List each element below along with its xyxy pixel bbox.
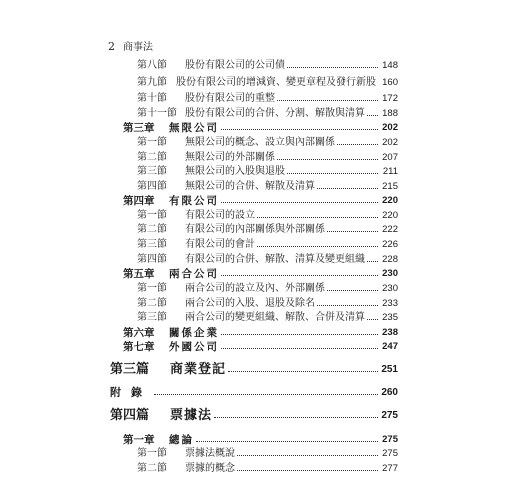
toc-entry-number: 第二節 bbox=[137, 152, 167, 163]
toc-entry-part bbox=[110, 364, 398, 376]
toc-entry-page: 260 bbox=[381, 387, 398, 398]
toc-entry-number: 第三節 bbox=[137, 239, 167, 250]
toc-entry-page: 172 bbox=[382, 93, 398, 104]
dot-leader bbox=[221, 334, 378, 335]
toc-entry-chapter bbox=[123, 341, 398, 353]
toc-entry-title: 有限公司的內部關係與外部關係 bbox=[185, 224, 325, 235]
toc-entry-page: 220 bbox=[382, 210, 398, 221]
toc-entry-number: 第三篇 bbox=[110, 362, 150, 377]
toc-entry-title: 商業登記 bbox=[170, 362, 227, 377]
toc-entry-section bbox=[137, 137, 398, 149]
toc-entry-number: 第三節 bbox=[137, 312, 167, 323]
toc-entry-number: 第五章 bbox=[123, 268, 155, 280]
toc-entry-page: 275 bbox=[381, 410, 398, 421]
toc-entry-page: 247 bbox=[382, 341, 398, 352]
toc-entry-title: 股份有限公司的公司債 bbox=[185, 60, 285, 71]
dot-leader bbox=[154, 394, 378, 395]
toc-entry-number: 第二節 bbox=[137, 224, 167, 235]
toc-entry-appendix bbox=[110, 387, 398, 399]
toc-entry-number: 第一節 bbox=[137, 210, 167, 221]
toc-entry-section bbox=[137, 93, 398, 105]
book-title: 商事法 bbox=[123, 42, 153, 53]
toc-entry-section bbox=[137, 108, 398, 120]
toc-entry-section bbox=[137, 463, 398, 475]
toc-entry-chapter bbox=[123, 434, 398, 446]
toc-entry-page: 230 bbox=[382, 283, 398, 294]
toc-entry-section bbox=[137, 166, 398, 178]
dot-leader bbox=[228, 371, 378, 372]
toc-entry-number: 第二節 bbox=[137, 298, 167, 309]
toc-entry-title: 無限公司的入股與退股 bbox=[185, 166, 285, 177]
dot-leader bbox=[221, 202, 378, 203]
toc-entry-number: 第一章 bbox=[123, 434, 155, 446]
toc-entry-title: 無限公司的外部關係 bbox=[185, 152, 275, 163]
toc-entry-title: 兩合公司的入股、退股及除名 bbox=[185, 298, 315, 309]
toc-entry-chapter bbox=[123, 195, 398, 207]
toc-entry-page: 202 bbox=[382, 137, 398, 148]
toc-entry-number: 第一節 bbox=[137, 448, 167, 459]
toc-entry-chapter bbox=[123, 327, 398, 339]
toc-entry-number: 第九節 bbox=[137, 77, 167, 88]
toc-entry-page: 230 bbox=[382, 268, 398, 279]
toc-entry-title: 股份有限公司的重整 bbox=[185, 93, 275, 104]
toc-entry-page: 235 bbox=[382, 312, 398, 323]
toc-entry-chapter bbox=[123, 122, 398, 134]
toc-entry-section bbox=[137, 210, 398, 222]
toc-entry-title: 股份有限公司的合併、分割、解散與清算 bbox=[185, 108, 365, 119]
toc-entry-section bbox=[137, 312, 398, 324]
toc-entry-title: 無限公司的概念、設立與內部關係 bbox=[185, 137, 335, 148]
dot-leader bbox=[277, 100, 378, 101]
toc-entry-number: 第四章 bbox=[123, 195, 155, 207]
toc-entry-section bbox=[137, 60, 398, 72]
toc-entry-number: 第七章 bbox=[123, 341, 155, 353]
dot-leader bbox=[327, 290, 378, 291]
dot-leader bbox=[221, 275, 378, 276]
toc-entry-title: 票據的概念 bbox=[185, 463, 235, 474]
toc-entry-number: 第二節 bbox=[137, 463, 167, 474]
toc-entry-title: 票據法概說 bbox=[185, 448, 235, 459]
toc-entry-title: 有限公司的會計 bbox=[185, 239, 255, 250]
dot-leader bbox=[237, 470, 378, 471]
toc-entry-section bbox=[137, 224, 398, 236]
toc-entry-page: 275 bbox=[382, 448, 398, 459]
toc-entry-title: 股份有限公司的增減資、變更章程及發行新股 bbox=[176, 77, 376, 88]
dot-leader bbox=[287, 173, 378, 174]
toc-entry-page: 160 bbox=[382, 77, 398, 88]
toc-entry-title: 總論 bbox=[169, 434, 194, 446]
toc-entry-page: 148 bbox=[382, 60, 398, 71]
toc-entry-number: 第三章 bbox=[123, 122, 155, 134]
page-number: 2 bbox=[108, 40, 115, 53]
toc-entry-title: 兩合公司的變更組織、解散、合併及清算 bbox=[185, 312, 365, 323]
toc-entry-number: 第十一節 bbox=[137, 108, 177, 119]
dot-leader bbox=[317, 305, 378, 306]
toc-entry-section bbox=[137, 298, 398, 310]
toc-entry-title: 有限公司 bbox=[169, 195, 219, 207]
toc-entry-title: 票據法 bbox=[170, 408, 213, 423]
toc-entry-number: 第六章 bbox=[123, 327, 155, 339]
toc-entry-page: 215 bbox=[382, 181, 398, 192]
dot-leader bbox=[367, 115, 378, 116]
toc-entry-section bbox=[137, 283, 398, 295]
toc-entry-section bbox=[137, 448, 398, 460]
toc-entry-page: 211 bbox=[382, 166, 398, 177]
toc-entry-section bbox=[137, 77, 398, 89]
dot-leader bbox=[237, 455, 378, 456]
toc-entry-page: 202 bbox=[382, 122, 398, 133]
dot-leader bbox=[317, 188, 378, 189]
toc-entry-title: 有限公司的設立 bbox=[185, 210, 255, 221]
toc-entry-page: 251 bbox=[381, 364, 398, 375]
toc-entry-section bbox=[137, 181, 398, 193]
toc-entry-number: 第四節 bbox=[137, 181, 167, 192]
toc-entry-number: 第四節 bbox=[137, 254, 167, 265]
dot-leader bbox=[337, 144, 378, 145]
toc-entry-title: 無限公司 bbox=[169, 122, 219, 134]
toc-entry-section bbox=[137, 239, 398, 251]
toc-entry-page: 228 bbox=[382, 254, 398, 265]
toc-entry-number: 第三節 bbox=[137, 166, 167, 177]
toc-entry-number: 第一節 bbox=[137, 283, 167, 294]
toc-entry-chapter bbox=[123, 268, 398, 280]
toc-entry-page: 238 bbox=[382, 327, 398, 338]
dot-leader bbox=[221, 348, 378, 349]
toc-entry-title: 關係企業 bbox=[169, 327, 219, 339]
toc-entry-page: 220 bbox=[382, 195, 398, 206]
toc-entry-page: 226 bbox=[382, 239, 398, 250]
toc-entry-title: 有限公司的合併、解散、清算及變更組織 bbox=[185, 254, 365, 265]
dot-leader bbox=[257, 217, 378, 218]
dot-leader bbox=[221, 129, 378, 130]
dot-leader bbox=[367, 261, 378, 262]
toc-entry-page: 207 bbox=[382, 152, 398, 163]
toc-entry-title: 無限公司的合併、解散及清算 bbox=[185, 181, 315, 192]
toc-entry-section bbox=[137, 152, 398, 164]
toc-entry-page: 233 bbox=[382, 298, 398, 309]
dot-leader bbox=[196, 441, 378, 442]
dot-leader bbox=[277, 159, 378, 160]
toc-entry-title: 兩合公司的設立及內、外部關係 bbox=[185, 283, 325, 294]
toc-entry-number: 第十節 bbox=[137, 93, 167, 104]
toc-entry-part bbox=[110, 410, 398, 422]
dot-leader bbox=[287, 67, 378, 68]
toc-entry-number: 第四篇 bbox=[110, 408, 150, 423]
toc-entry-page: 188 bbox=[382, 108, 398, 119]
toc-entry-page: 222 bbox=[382, 224, 398, 235]
toc-entry-number: 第一節 bbox=[137, 137, 167, 148]
toc-entry-section bbox=[137, 254, 398, 266]
dot-leader bbox=[214, 417, 378, 418]
toc-entry-page: 275 bbox=[382, 434, 398, 445]
dot-leader bbox=[367, 319, 378, 320]
toc-entry-title: 外國公司 bbox=[169, 341, 219, 353]
toc-entry-page: 277 bbox=[382, 463, 398, 474]
dot-leader bbox=[257, 246, 378, 247]
toc-entry-title: 兩合公司 bbox=[169, 268, 219, 280]
dot-leader bbox=[327, 231, 378, 232]
toc-entry-number: 第八節 bbox=[137, 60, 167, 71]
toc-entry-number: 附錄 bbox=[110, 386, 152, 399]
